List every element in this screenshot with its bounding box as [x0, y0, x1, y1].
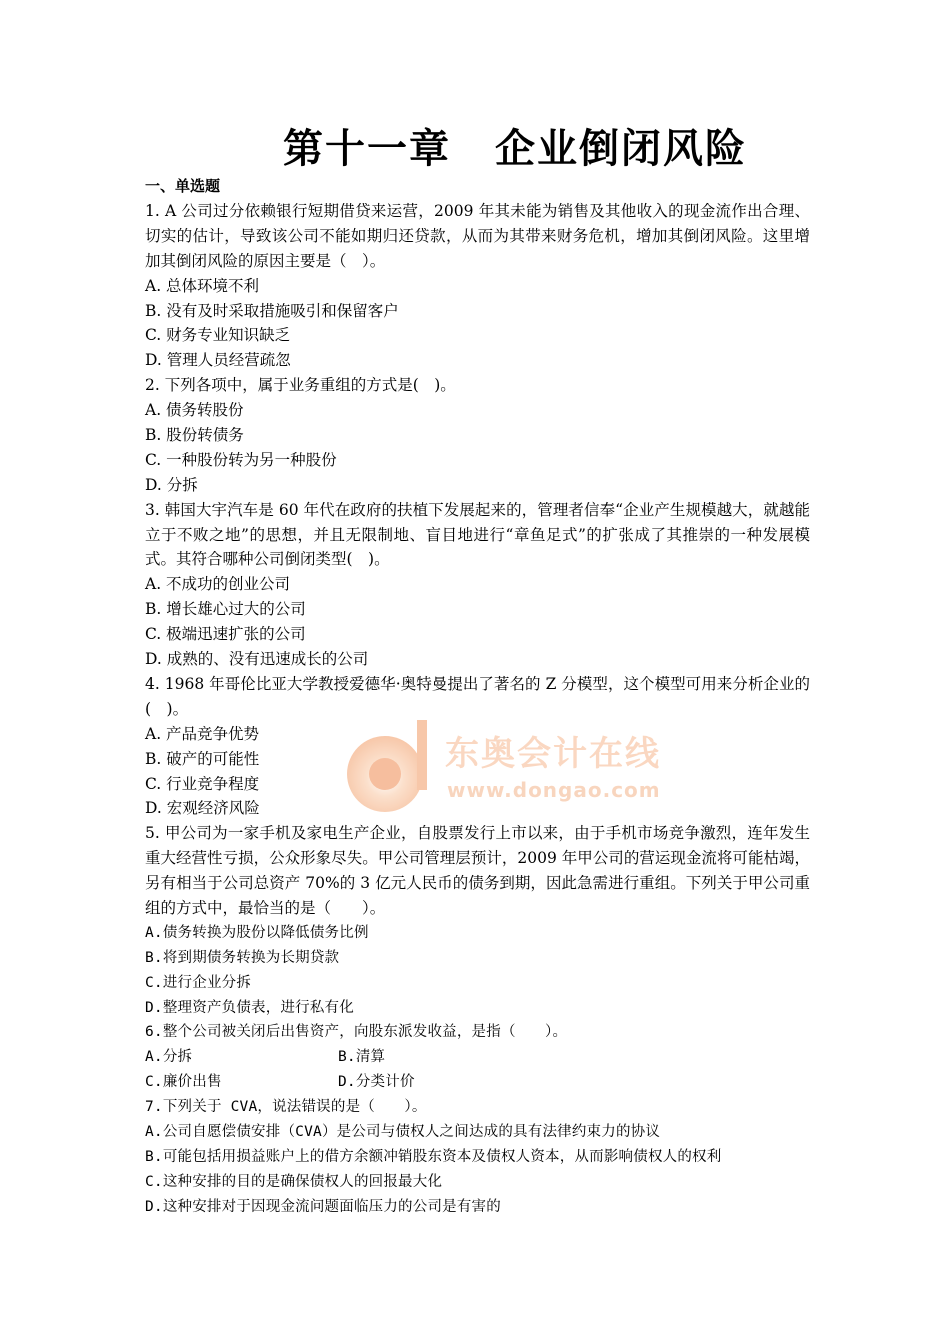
watermark-url: www.dongao.com	[447, 778, 661, 802]
q3-option-d: D. 成熟的、没有迅速成长的公司	[145, 650, 369, 669]
question-1: 1. A 公司过分依赖银行短期借贷来运营，2009 年其未能为销售及其他收入的现金流作出合理、切实的估计，导致该公司不能如期归还贷款，从而为其带来财务危机，增加其倒闭风险。这里增加其倒闭风险的原因主要是（ ）。	[145, 201, 810, 270]
question-2: 2. 下列各项中，属于业务重组的方式是( )。	[145, 376, 456, 395]
q2-option-a: A. 债务转股份	[145, 401, 244, 420]
q2-option-b: B. 股份转债务	[145, 425, 244, 444]
q4-option-b: B. 破产的可能性	[145, 749, 260, 768]
watermark-name: 东奥会计在线	[445, 734, 661, 774]
section-heading: 一、单选题	[145, 177, 221, 195]
chapter-title	[0, 122, 950, 176]
q6-options-row-2	[145, 1070, 810, 1095]
q5-option-c: C.进行企业分拆	[145, 974, 252, 991]
q7-option-a: A.公司自愿偿债安排（CVA）是公司与债权人之间达成的具有法律约束力的协议	[145, 1124, 661, 1141]
q5-option-b: B.将到期债务转换为长期贷款	[145, 949, 340, 966]
q6-option-d: D.分类计价	[338, 1074, 415, 1091]
q4-option-d: D. 宏观经济风险	[145, 799, 260, 818]
question-list	[145, 174, 810, 1220]
q7-option-d: D.这种安排对于因现金流问题面临压力的公司是有害的	[145, 1198, 501, 1215]
q1-option-b: B. 没有及时采取措施吸引和保留客户	[145, 301, 399, 320]
question-7: 7.下列关于 CVA，说法错误的是（ ）。	[145, 1099, 427, 1116]
q7-option-b: B.可能包括用损益账户上的借方余额冲销股东资本及债权人资本，从而影响债权人的权利	[145, 1148, 722, 1165]
q6-option-b: B.清算	[338, 1049, 386, 1066]
q6-option-a: A.分拆	[145, 1049, 193, 1066]
question-4: 4. 1968 年哥伦比亚大学教授爱德华·奥特曼提出了著名的 Z 分模型，这个模型可用来分析企业的( )。	[145, 674, 810, 718]
q3-option-b: B. 增长雄心过大的公司	[145, 600, 306, 619]
q7-option-c: C.这种安排的目的是确保债权人的回报最大化	[145, 1173, 443, 1190]
q5-option-a: A.债务转换为股份以降低债务比例	[145, 924, 369, 941]
q5-option-d: D.整理资产负债表，进行私有化	[145, 999, 354, 1016]
q4-option-a: A. 产品竞争优势	[145, 724, 260, 743]
q3-option-c: C. 极端迅速扩张的公司	[145, 625, 306, 644]
q1-option-a: A. 总体环境不利	[145, 276, 260, 295]
q6-options-row-1	[145, 1045, 810, 1070]
q1-option-c: C. 财务专业知识缺乏	[145, 326, 291, 345]
question-6: 6.整个公司被关闭后出售资产，向股东派发收益，是指（ ）。	[145, 1024, 568, 1041]
q1-option-d: D. 管理人员经营疏忽	[145, 351, 291, 370]
q6-option-c: C.廉价出售	[145, 1074, 222, 1091]
q3-option-a: A. 不成功的创业公司	[145, 575, 291, 594]
chapter-name: 企业倒闭风险	[495, 125, 747, 172]
chapter-number: 第十一章	[283, 125, 451, 172]
q2-option-c: C. 一种股份转为另一种股份	[145, 450, 337, 469]
q2-option-d: D. 分拆	[145, 475, 198, 494]
question-5: 5. 甲公司为一家手机及家电生产企业，自股票发行上市以来，由于手机市场竞争激烈，连年发生重大经营性亏损，公众形象尽失。甲公司管理层预计，2009 年甲公司的营运现金流将可能枯竭，另有相当于公司总资产 70%的 3 亿元人民币的债务到期，因此急需进行重组。下列关于甲公司重组的方式中，最恰当的是（ ）。	[145, 824, 810, 917]
question-3: 3. 韩国大宇汽车是 60 年代在政府的扶植下发展起来的，管理者信奉“企业产生规模越大，就越能立于不败之地”的思想，并且无限制地、盲目地进行“章鱼足式”的扩张成了其推崇的一种发展模式。其符合哪种公司倒闭类型( )。	[145, 500, 810, 569]
q4-option-c: C. 行业竞争程度	[145, 774, 260, 793]
